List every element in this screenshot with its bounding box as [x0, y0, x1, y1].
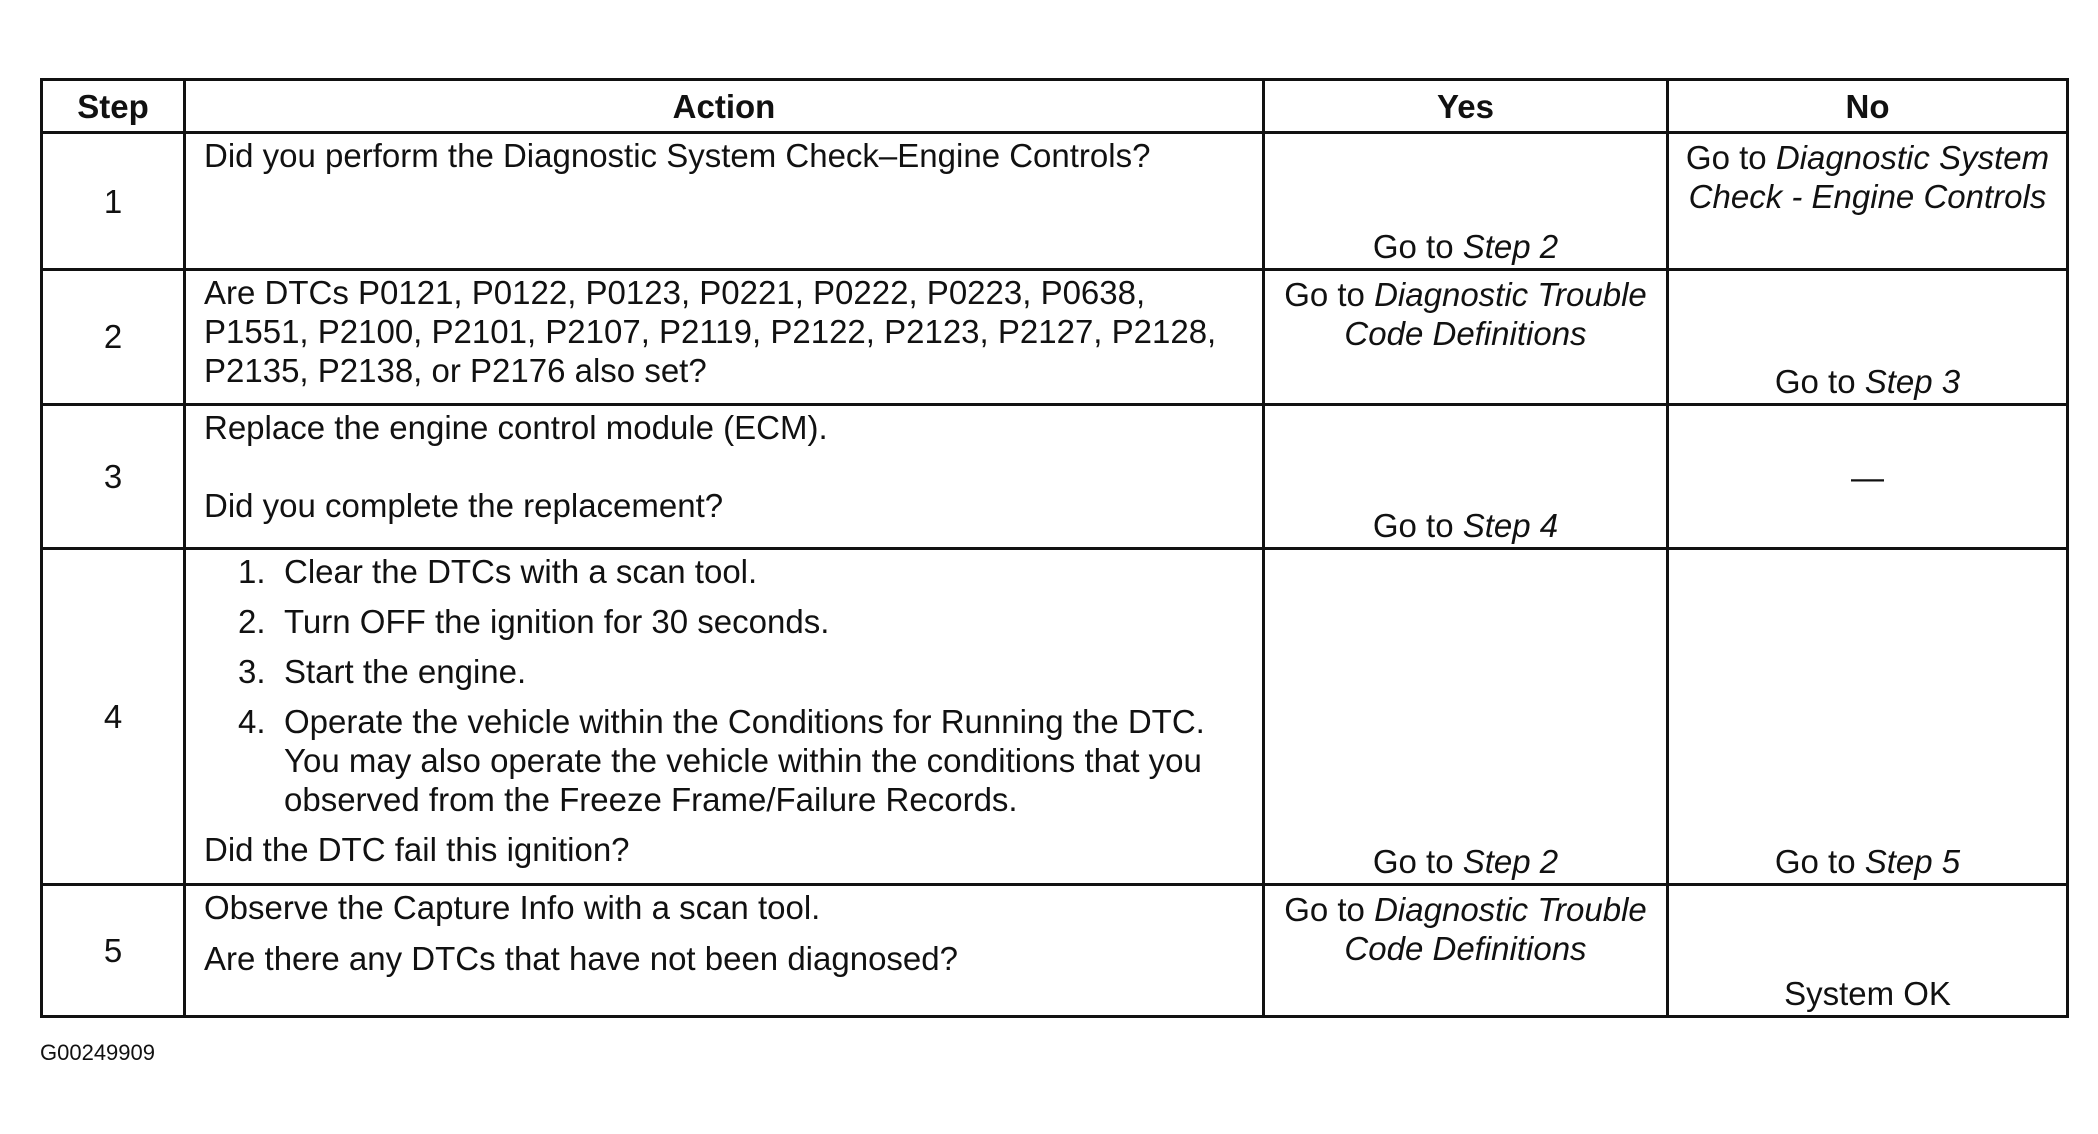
list-item-number: 4. [238, 702, 266, 740]
list-item-number: 2. [238, 602, 266, 640]
action-text: Observe the Capture Info with a scan tool. [204, 888, 821, 926]
yes-link[interactable]: Diagnostic Trouble Code Definitions [1344, 276, 1647, 353]
action-text: Are DTCs P0121, P0122, P0123, P0221, P0222, P0223, P0638, P1551, P2100, P2101, P2107, P2119, P2122, P2123, P2127, P2128, P2135, P2138, or P2176 also set? [204, 274, 1217, 390]
no-cell [1668, 884, 2068, 1016]
step-number: 4 [42, 548, 185, 884]
no-cell [1668, 404, 2068, 548]
header-step: Step [42, 80, 185, 133]
yes-cell [1264, 133, 1668, 270]
table-row-step-1 [42, 133, 2068, 270]
no-cell [1668, 270, 2068, 404]
table-row-step-5 [42, 884, 2068, 1016]
table-row-step-2 [42, 270, 2068, 404]
list-item [204, 652, 1244, 691]
action-cell [185, 133, 1264, 270]
table-row-step-4 [42, 548, 2068, 884]
yes-link[interactable]: Step 4 [1462, 506, 1559, 544]
list-item-number: 3. [238, 652, 266, 690]
action-text: Replace the engine control module (ECM). [204, 408, 828, 446]
yes-link[interactable]: Step 2 [1462, 228, 1559, 266]
no-cell [1668, 548, 2068, 884]
action-question: Did the DTC fail this ignition? [204, 830, 630, 868]
yes-link[interactable]: Step 2 [1462, 842, 1559, 880]
step-number: 1 [42, 133, 185, 270]
no-link[interactable]: Step 5 [1864, 842, 1961, 880]
yes-link[interactable]: Diagnostic Trouble Code Definitions [1344, 890, 1647, 967]
list-item [204, 552, 1244, 591]
yes-prefix: Go to [1284, 276, 1375, 314]
figure-id: G00249909 [40, 1040, 155, 1065]
yes-cell [1264, 548, 1668, 884]
list-item-text: Start the engine. [284, 652, 527, 690]
list-item [204, 702, 1244, 819]
list-item-number: 1. [238, 552, 266, 590]
table-row-step-3 [42, 404, 2068, 548]
no-result: System OK [1784, 975, 1951, 1012]
step-number: 2 [42, 270, 185, 404]
spacer [204, 447, 1244, 486]
substep-list [204, 552, 1244, 819]
yes-prefix: Go to [1372, 506, 1463, 544]
yes-prefix: Go to [1284, 890, 1375, 928]
action-question: Did you complete the replacement? [204, 486, 724, 524]
no-link[interactable]: Step 3 [1864, 362, 1961, 400]
yes-prefix: Go to [1372, 842, 1463, 880]
no-prefix: Go to [1685, 139, 1776, 176]
action-cell [185, 884, 1264, 1016]
no-dash: — [1851, 458, 1884, 496]
header-no: No [1668, 80, 2068, 133]
yes-cell [1264, 270, 1668, 404]
yes-prefix: Go to [1372, 228, 1463, 266]
no-link[interactable]: Diagnostic System Check - Engine Controls [1688, 139, 2050, 215]
spacer [204, 927, 1244, 939]
action-cell [185, 404, 1264, 548]
diagnostic-table [40, 78, 2069, 1018]
header-action: Action [185, 80, 1264, 133]
list-item-text: Turn OFF the ignition for 30 seconds. [284, 602, 830, 640]
step-number: 3 [42, 404, 185, 548]
list-item-text: Operate the vehicle within the Conditions for Running the DTC. You may also operate the vehicle within the conditions that you observed from the Freeze Frame/Failure Records. [284, 702, 1205, 818]
list-item [204, 602, 1244, 641]
yes-cell [1264, 884, 1668, 1016]
list-item-text: Clear the DTCs with a scan tool. [284, 552, 758, 590]
no-cell [1668, 133, 2068, 270]
yes-cell [1264, 404, 1668, 548]
action-cell [185, 548, 1264, 884]
no-prefix: Go to [1774, 842, 1865, 880]
header-row [42, 80, 2068, 133]
no-prefix: Go to [1774, 362, 1865, 400]
step-number: 5 [42, 884, 185, 1016]
action-cell [185, 270, 1264, 404]
header-yes: Yes [1264, 80, 1668, 133]
action-question: Are there any DTCs that have not been diagnosed? [204, 939, 958, 977]
action-text: Did you perform the Diagnostic System Check–Engine Controls? [204, 137, 1151, 174]
